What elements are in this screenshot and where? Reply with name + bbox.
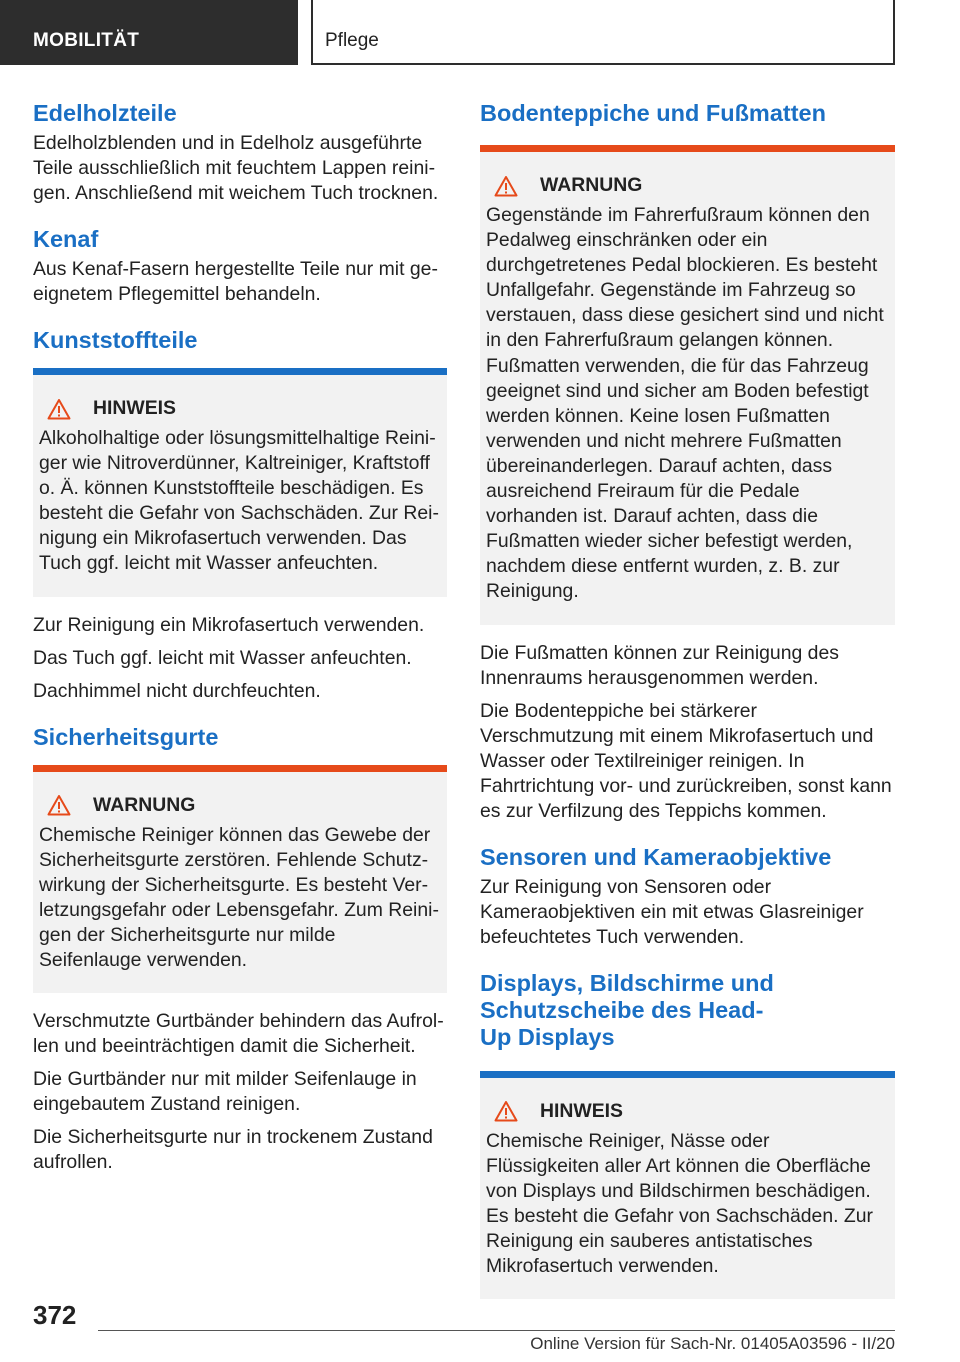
page-number: 372 <box>33 1300 77 1330</box>
heading-bodenteppiche: Bodenteppiche und Fußmatten <box>480 100 826 126</box>
chapter-tab <box>0 0 298 65</box>
heading-displays <box>480 970 895 1051</box>
text-boden-1: Die Fußmatten können zur Reinigung des Innenraums herausgenommen werden. <box>480 641 839 689</box>
notice-text: Chemische Reiniger, Nässe oder Flüssigkeiten aller Art können die Oberfläche von Displays und Bildschirmen beschädigen. Es besteht die Gefahr von Sachschäden. Zur Reinigung ein sauberes antistatisches Mikrofasertuch verwenden. <box>486 1129 873 1277</box>
text-edelholzteile: Edelholzblenden und in Edelholz ausgeführte Teile ausschließlich mit feuchtem Lappen reinigen. Anschließend mit weichem Tuch trocknen. <box>33 132 439 204</box>
heading-kenaf: Kenaf <box>33 226 99 252</box>
warning-box-gurte <box>33 765 447 994</box>
notice-box-kunststoff <box>33 368 447 597</box>
section-tab <box>311 0 895 65</box>
text-kunststoff-2: Das Tuch ggf. leicht mit Wasser anfeuchten. <box>33 646 412 669</box>
warning-label: WARNUNG <box>93 793 196 816</box>
notice-label: HINWEIS <box>93 397 176 419</box>
warning-triangle-icon <box>494 1100 518 1122</box>
notice-box-displays <box>480 1071 895 1300</box>
heading-sicherheitsgurte: Sicherheitsgurte <box>33 723 219 750</box>
warning-box-boden <box>480 145 895 625</box>
heading-displays-line-2: Schutzscheibe des Head- <box>480 996 764 1023</box>
warning-label: WARNUNG <box>540 174 643 196</box>
heading-kunststoffteile: Kunststoffteile <box>33 327 198 353</box>
warning-triangle-icon <box>47 794 71 816</box>
notice-label: HINWEIS <box>540 1099 623 1122</box>
heading-edelholzteile: Edelholzteile <box>33 100 177 126</box>
footer-divider <box>98 1330 895 1331</box>
warning-text: Chemische Reiniger können das Gewebe der Sicherheitsgurte zerstören. Fehlende Schutzwirkung der Sicherheitsgurte. Es besteht Verletzungsgefahr oder Lebensgefahr. Zum Reinigen der Sicherheitsgurte nur milde Seifenlauge verwenden. <box>39 823 439 972</box>
text-kunststoff-1: Zur Reinigung ein Mikrofasertuch verwenden. <box>33 613 425 636</box>
warning-triangle-icon <box>494 175 518 197</box>
warning-text: Gegenstände im Fahrerfußraum können den Pedalweg einschränken oder ein durchgetretenes Pedal blockieren. Es besteht Unfallgefahr. Gegenstände im Fahrzeug so verstauen, dass diese gesichert sind und nicht in den Fahrerfußraum gelangen können. Fußmatten verwenden, die für das Fahrzeug geeignet sind und sicher am Boden befestigt werden können. Keine losen Fußmatten verwenden und nicht mehrere Fußmatten übereinanderlegen. Darauf achten, dass ausreichend Freiraum für die Pedale vorhanden ist. Darauf achten, dass die Fußmatten wieder sicher befestigt werden, nachdem diese entfernt wurden, z. B. zur Reinigung. <box>486 204 884 603</box>
right-column <box>480 100 895 1315</box>
text-sensoren: Zur Reinigung von Sensoren oder Kameraobjektiven ein mit etwas Glasreiniger befeuchtetes Tuch verwenden. <box>480 875 864 948</box>
text-gurte-2: Die Gurtbänder nur mit milder Seifenlauge in eingebautem Zustand reinigen. <box>33 1068 417 1116</box>
left-column <box>33 100 447 1183</box>
notice-text: Alkoholhaltige oder lösungsmittelhaltige Reiniger wie Nitroverdünner, Kaltreiniger, Kraftstoff o. Ä. können Kunststoffteile beschädigen. Es besteht die Gefahr von Sachschäden. Zur Reinigung ein Mikrofasertuch verwenden. Das Tuch ggf. leicht mit Wasser anfeuchten. <box>39 427 439 575</box>
text-kunststoff-3: Dachhimmel nicht durchfeuchten. <box>33 679 321 702</box>
heading-sensoren: Sensoren und Kameraobjektive <box>480 843 832 870</box>
text-gurte-3: Die Sicherheitsgurte nur in trockenem Zustand aufrollen. <box>33 1126 433 1174</box>
chapter-title: MOBILITÄT <box>33 30 140 51</box>
text-boden-2: Die Bodenteppiche bei stärkerer Verschmutzung mit einem Mikrofasertuch und Wasser oder Textilreiniger reinigen. In Fahrtrichtung vor- und zurückreiben, sonst kann es zur Verfilzung des Teppichs kommen. <box>480 699 892 822</box>
footer-version: Online Version für Sach-Nr. 01405A03596 - II/20 <box>530 1334 895 1353</box>
heading-displays-line-1: Displays, Bildschirme und <box>480 969 774 996</box>
text-gurte-1: Verschmutzte Gurtbänder behindern das Aufrollen und beeinträchtigen damit die Sicherheit. <box>33 1010 444 1058</box>
text-kenaf: Aus Kenaf-Fasern hergestellte Teile nur mit geeignetem Pflegemittel behandeln. <box>33 258 438 305</box>
warning-triangle-icon <box>47 398 71 420</box>
section-title: Pflege <box>325 30 379 51</box>
heading-displays-line-3: Up Displays <box>480 1023 615 1050</box>
